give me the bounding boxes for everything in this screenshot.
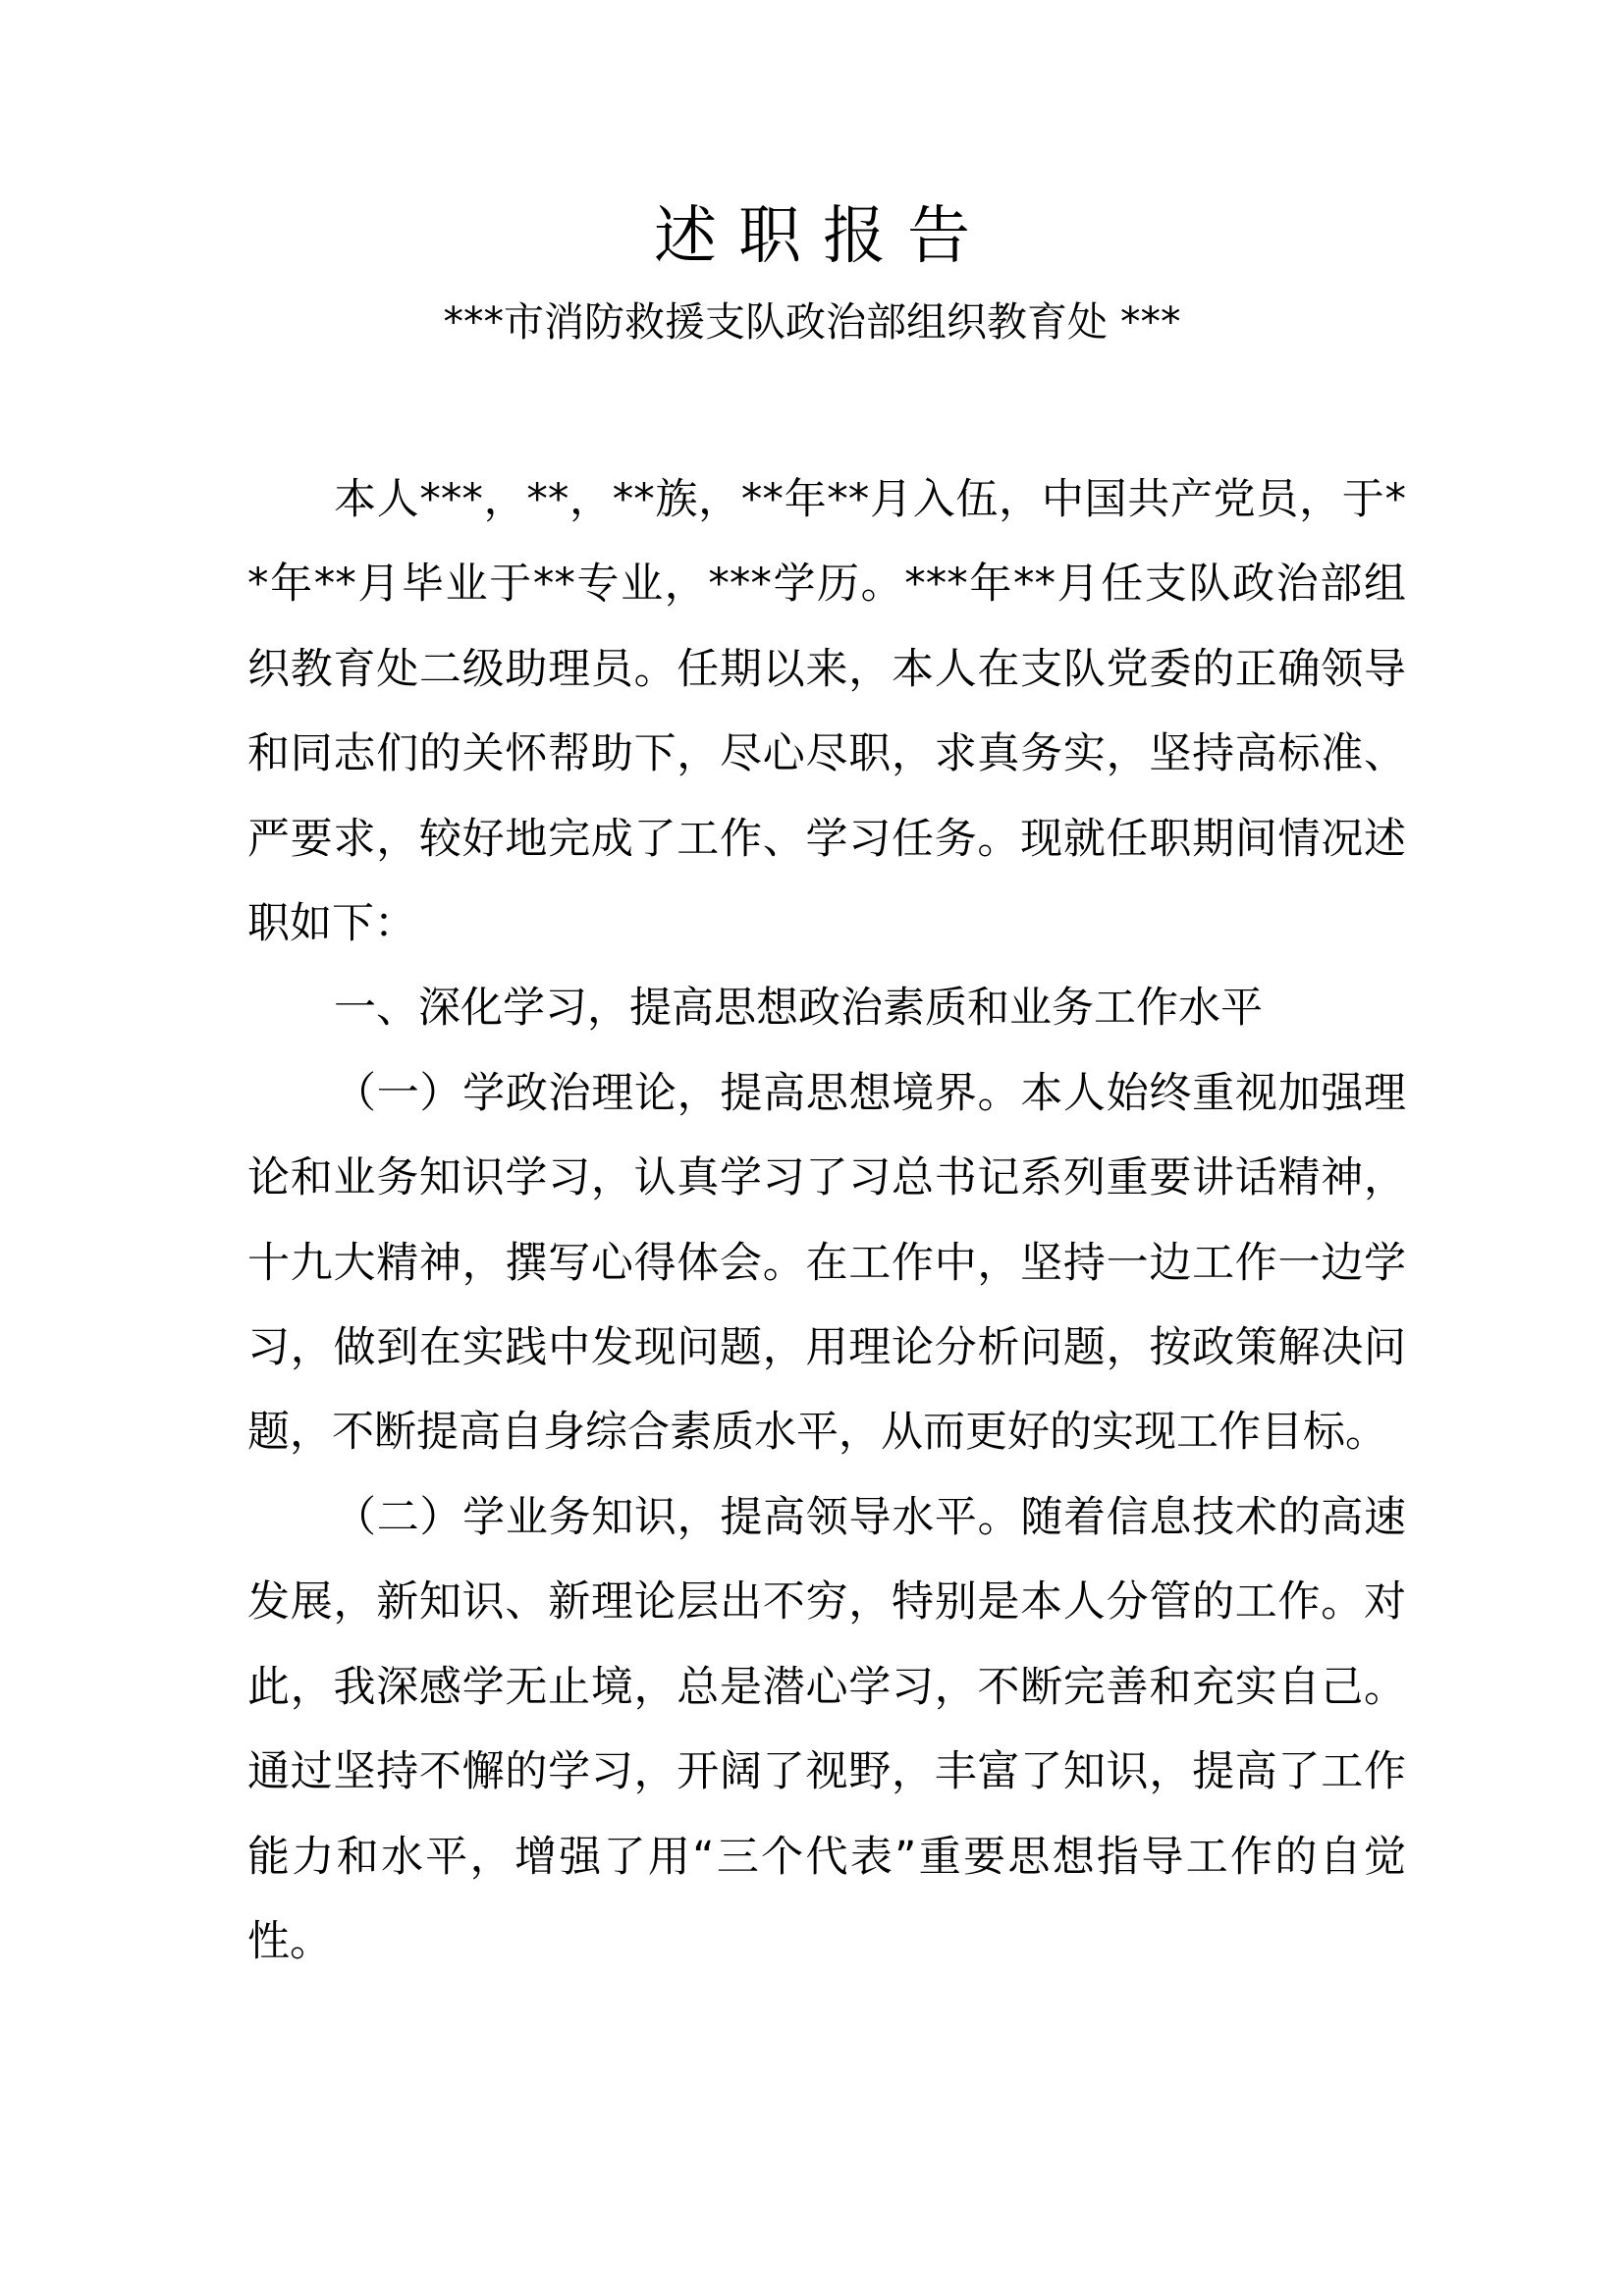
document-title: 述职报告: [654, 200, 992, 273]
paragraph-business-knowledge: （二）学业务知识，提高领导水平。随着信息技术的高速发展，新知识、新理论层出不穷，特别是本人分管的工作。对此，我深感学无止境，总是潜心学习，不断完善和充实自己。通过坚持不懈的学习，开阔了视野，丰富了知识，提高了工作能力和水平，增强了用“三个代表”重要思想指导工作的自觉性。: [247, 1492, 1406, 1966]
document-body: [247, 457, 1406, 1984]
section-heading-1: 一、深化学习，提高思想政治素质和业务工作水平: [334, 984, 1263, 1034]
paragraph-political-theory: （一）学政治理论，提高思想境界。本人始终重视加强理论和业务知识学习，认真学习了习总书记系列重要讲话精神，十九大精神，撰写心得体会。在工作中，坚持一边工作一边学习，做到在实践中发现问题，用理论分析问题，按政策解决问题，不断提高自身综合素质水平，从而更好的实现工作目标。: [247, 1068, 1406, 1458]
paragraph-intro: 本人***，**，**族，**年**月入伍，中国共产党员，于**年**月毕业于**专业，***学历。***年**月任支队政治部组织教育处二级助理员。任期以来，本人在支队党委的正确领导和同志们的关怀帮助下，尽心尽职，求真务实，坚持高标准、严要求，较好地完成了工作、学习任务。现就任职期间情况述职如下：: [247, 475, 1406, 949]
document-subtitle: ***市消防救援支队政治部组织教育处 ***: [443, 298, 1181, 346]
